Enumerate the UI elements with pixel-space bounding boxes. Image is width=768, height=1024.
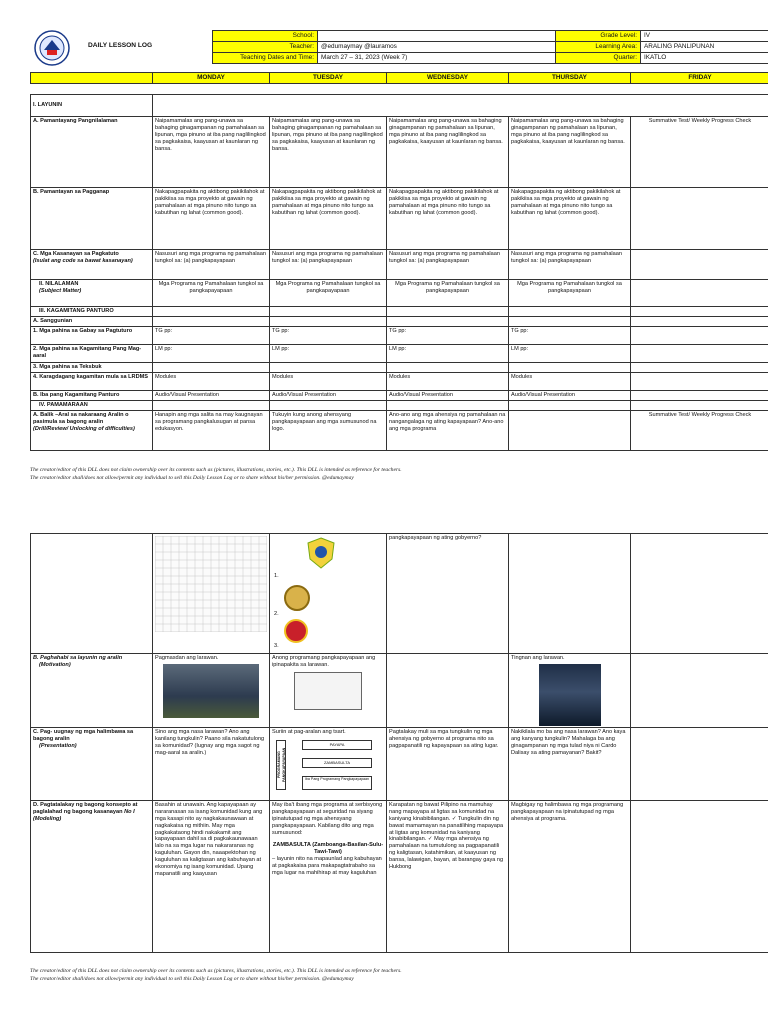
row-label: 3. Mga pahina sa Teksbuk <box>31 363 153 373</box>
cell-thursday <box>509 363 631 373</box>
table-row <box>31 307 768 317</box>
cell-monday: Hanapin ang mga salita na may kaugnayan sa programang pangkalusugan at pansa edukasyon. <box>153 411 270 451</box>
cell-friday <box>631 401 768 411</box>
cell-monday: Basahin at unawain. Ang kapayapaan ay nararanasan sa isang komunidad kung ang mga kasapi nito ay nagkakaunawaan at nagkakaisa ng mithiin. May mga pagkakataong hindi nakakamit ang kapayapaan dahil sa di pagkakaunawaan lalo na sa mga lugar na nakararanas ng kaguluhan. Gayon din, naaapektohan ng kaguluhan sa kaligtasan ang kabuhayan at ekonomiya ng isang komunidad. Upang mapanatili ang kaayusan <box>153 800 270 952</box>
cell-thursday <box>509 401 631 411</box>
row-label-cell <box>31 800 153 952</box>
cell-wednesday <box>387 401 509 411</box>
quarter-label: Quarter: <box>556 53 641 64</box>
day-header-blank <box>31 73 153 84</box>
day-friday: FRIDAY <box>631 73 768 84</box>
cell-thursday: Modules <box>509 373 631 391</box>
header-table <box>212 30 768 64</box>
cell-friday <box>631 250 768 280</box>
row-sublabel: (Subject Matter) <box>39 287 82 294</box>
footer-line-1: The creator/editor of this DLL does not claim ownership over its contents such as (pictures, illustrations, stories, etc.). This DLL is intended as reference for teachers. <box>30 467 402 473</box>
cell-thursday <box>509 654 631 728</box>
row-sublabel: (Drill/Review/ Unlocking of difficulties) <box>33 425 135 432</box>
cell-tuesday <box>270 654 387 728</box>
logo-label-1: 1. <box>274 573 279 579</box>
cell-monday: Nasusuri ang mga programa ng pamahalaan tungkol sa: (a) pangkapayapaan <box>153 250 270 280</box>
cell-wednesday: TG pp: <box>387 327 509 345</box>
table-row <box>31 373 768 391</box>
footer-line-2: The creator/editor shall/does not allow/permit any individual to sell this Daily Lesson Log or to share without his/her permission. @edumaymay <box>30 975 354 982</box>
cell-monday: Sino ang mga nasa larawan? Ano ang kanilang tungkulin? Paano sila nakatutulong sa komunidad? (Iugnay ang mga sagot ng mag-aaral sa aralin.) <box>153 727 270 800</box>
cell-tuesday <box>270 307 387 317</box>
cell-tuesday: Naipamamalas ang pang-unawa sa bahaging ginagampanan ng pamahalaan sa lipunan, mga pinuno at iba pang naglilingkod sa pagkakaisa, kaayusan at kaunlaran ng bansa. <box>270 117 387 188</box>
learning-area-value[interactable]: ARALING PANLIPUNAN <box>641 42 768 53</box>
footer-line-1: The creator/editor of this DLL does not claim ownership over its contents such as (pictures, illustrations, stories, etc.). This DLL is intended as reference for teachers. <box>30 968 402 974</box>
cardo-dalisay-photo <box>539 664 601 726</box>
cell-tuesday: Nakapagpapakita ng aktibong pakikilahok at pakikiisa sa mga proyekto at gawain ng pamahalaan at mga pinuno nito tungo sa kabutihan ng lahat (common good). <box>270 188 387 250</box>
cell-thursday <box>509 534 631 654</box>
cell-tuesday <box>270 800 387 952</box>
cell-friday <box>631 307 768 317</box>
footer-page1 <box>30 467 768 482</box>
cell-friday <box>631 345 768 363</box>
row-label-cell <box>31 411 153 451</box>
row-label: II. NILALAMAN <box>39 281 79 287</box>
lesson-table-page2 <box>30 533 768 953</box>
dll-title: DAILY LESSON LOG <box>88 42 153 49</box>
cell-friday <box>631 317 768 327</box>
learning-area-label: Learning Area: <box>556 42 641 53</box>
cell-thursday: Nakapagpapakita ng aktibong pakikilahok at pakikiisa sa mga proyekto at gawain ng pamahalaan at mga pinuno nito tungo sa kabutihan ng lahat (common good). <box>509 188 631 250</box>
cell-wednesday: Nakapagpapakita ng aktibong pakikilahok at pakikiisa sa mga proyekto at gawain ng pamahalaan at mga pinuno nito tungo sa kabutihan ng lahat (common good). <box>387 188 509 250</box>
row-label-cell <box>31 250 153 280</box>
police-photo <box>163 664 259 718</box>
table-row <box>31 250 768 280</box>
table-row <box>31 280 768 307</box>
cell-monday: Modules <box>153 373 270 391</box>
quarter-value[interactable]: IKATLO <box>641 53 768 64</box>
cell-monday: Naipamamalas ang pang-unawa sa bahaging ginagampanan ng pamahalaan sa lipunan, mga pinuno at iba pang naglilingkod sa pagkakaisa, kaayusan at kaunlaran ng bansa. <box>153 117 270 188</box>
word-search-puzzle <box>155 536 267 632</box>
cell-friday <box>631 534 768 654</box>
cell-tuesday <box>270 401 387 411</box>
chart-side-label: PROGRAMANG PANGKAPAYAPAAN <box>276 740 286 790</box>
day-header-row <box>30 72 768 84</box>
day-tuesday: TUESDAY <box>270 73 387 84</box>
row-sublabel: (Presentation) <box>39 742 77 749</box>
teaching-dates-label: Teaching Dates and Time: <box>213 53 318 64</box>
row-label: A. Balik –Aral sa nakaraang Aralin o pasimula sa bagong aralin <box>33 412 129 425</box>
chart-box-payapa: PAYAPA <box>302 740 372 750</box>
cell-wednesday: Audio/Visual Presentation <box>387 391 509 401</box>
cell-monday: LM pp: <box>153 345 270 363</box>
row-sublabel: (Motivation) <box>39 661 71 668</box>
cell-monday <box>153 317 270 327</box>
table-row <box>31 411 768 451</box>
row-label: B. Pamantayan sa Pagganap <box>31 188 153 250</box>
cell-friday <box>631 391 768 401</box>
row-label: A. Pamantayang Pangnilalaman <box>31 117 153 188</box>
footer-page2 <box>30 968 768 983</box>
cell-tuesday <box>270 534 387 654</box>
table-row <box>31 363 768 373</box>
cell-text: Suriin at pag-aralan ang tsart. <box>272 728 346 735</box>
table-row <box>31 345 768 363</box>
cell-tuesday: Audio/Visual Presentation <box>270 391 387 401</box>
cell-wednesday: Pagtalakay muli sa mga tungkulin ng mga ahensiya ng gobyerno at programa nito sa pagpapanatili ng kapayapaan sa ating lugar. <box>387 727 509 800</box>
table-row <box>31 327 768 345</box>
row-label: B. Paghahabi sa layunin ng aralin <box>33 655 123 661</box>
row-sublabel: (Isulat ang code sa bawat kasanayan) <box>33 257 133 264</box>
cell-tuesday: LM pp: <box>270 345 387 363</box>
cell-thursday: Naipamamalas ang pang-unawa sa bahaging ginagampanan ng pamahalaan sa lipunan, mga pinuno at iba pang naglilingkod sa pagkakaisa, kaayusan at kaunlaran ng bansa. <box>509 117 631 188</box>
teaching-dates-value[interactable]: March 27 – 31, 2023 (Week 7) <box>318 53 556 64</box>
cell-tuesday: Modules <box>270 373 387 391</box>
cell-friday <box>631 363 768 373</box>
row-label: 4. Karagdagang kagamitan mula sa LRDMS <box>31 373 153 391</box>
cell-thursday: Magbigay ng halimbawa ng mga programang pangkapayapaan na ipinatutupad ng mga ahensiya at programa. <box>509 800 631 952</box>
day-wednesday: WEDNESDAY <box>387 73 509 84</box>
school-value[interactable] <box>318 31 556 42</box>
logo-label-2: 2. <box>274 611 279 617</box>
teacher-value[interactable]: @edumaymay @lauramos <box>318 42 556 53</box>
footer-line-2: The creator/editor shall/does not allow/permit any individual to sell this Daily Lesson Log or to share without his/her permission. @edumaymay <box>30 474 354 481</box>
cell-tuesday: Tukuyin kung anong ahensyang pangkapayapaan ang mga sumusunod na logo. <box>270 411 387 451</box>
cell-friday: Summative Test/ Weekly Progress Check <box>631 117 768 188</box>
cell-thursday <box>509 307 631 317</box>
row-label: D. Pagtatalakay ng bagong konsepto at paglalahad ng bagong kasanayan <box>33 801 138 815</box>
cell-friday <box>631 280 768 307</box>
deped-seal-icon <box>34 30 70 66</box>
cell-friday: Summative Test/ Weekly Progress Check <box>631 411 768 451</box>
grade-level-label: Grade Level: <box>556 31 641 42</box>
cell-text: Pagmasdan ang larawan. <box>155 655 219 661</box>
cell-friday <box>631 327 768 345</box>
chart-box-zambasulta: ZAMBASULTA <box>302 758 372 768</box>
cell-thursday: Mga Programa ng Pamahalaan tungkol sa pangkapayapaan <box>509 280 631 307</box>
day-thursday: THURSDAY <box>509 73 631 84</box>
cell-thursday <box>509 317 631 327</box>
logo-label-3: 3. <box>274 643 279 649</box>
cell-text: Tingnan ang larawan. <box>511 655 565 661</box>
logo-list <box>272 535 384 651</box>
pnp-seal-icon <box>284 585 310 611</box>
cell-text: Anong programang pangkapayapaan ang ipinapakita sa larawan. <box>272 655 376 668</box>
row-label: IV. PAMAMARAAN <box>31 401 153 411</box>
cell-tuesday <box>270 317 387 327</box>
school-label: School: <box>213 31 318 42</box>
table-row <box>31 800 768 952</box>
row-label: B. Iba pang Kagamitang Panturo <box>31 391 153 401</box>
cell-tuesday <box>270 727 387 800</box>
table-row <box>31 654 768 728</box>
row-label: C. Pag- uugnay ng mga halimbawa sa bagong aralin <box>33 728 134 742</box>
cell-thursday: LM pp: <box>509 345 631 363</box>
cell-friday <box>631 373 768 391</box>
day-monday: MONDAY <box>153 73 270 84</box>
cell-wednesday: Mga Programa ng Pamahalaan tungkol sa pangkapayapaan <box>387 280 509 307</box>
row-label: III. KAGAMITANG PANTURO <box>31 307 153 317</box>
cell-wednesday: Naipamamalas ang pang-unawa sa bahaging ginagampanan ng pamahalaan sa lipunan, mga pinuno at iba pang naglilingkod sa pagkakaisa, kaayusan at kaunlaran ng bansa. <box>387 117 509 188</box>
cell-monday: Audio/Visual Presentation <box>153 391 270 401</box>
cell-text: May iba't ibang mga programa at serbisyong pangkapayapaan at seguridad na siyang ipinatutupad ng mga ahensyang pangkapayapaan. Kabilang dito ang mga sumusunod: <box>272 801 383 836</box>
cell-wednesday: Nasusuri ang mga programa ng pamahalaan tungkol sa: (a) pangkapayapaan <box>387 250 509 280</box>
cell-wednesday: Karapatan ng bawat Pilipino na mamuhay nang mapayapa at ligtas sa komunidad na kaniyang kinabibilangan. ✓ Tungkulin din ng bawat mamamayan na panatilihing mapayapa at ligtas ang komunidad na kaniyang kinabibilangan. ✓ May mga ahensiya ng pamahalaan na tumutulong sa pagpapanatili ng kaligtasan, katahimikan, at kaayusan ng bansa, lalawigan, bayan, at barangay gaya ng Hukbong <box>387 800 509 952</box>
afp-seal-icon <box>284 619 308 643</box>
cell-wednesday: pangkapayapaan ng ating gobyerno? <box>387 534 509 654</box>
cell-friday <box>631 800 768 952</box>
table-row <box>31 188 768 250</box>
table-row <box>31 317 768 327</box>
cell-text: – layunin nito na mapaunlad ang kabuhayan at pagkakaisa para makapagtatrabaho sa mga lugar na mahihirap at may kaguluhan <box>272 856 382 877</box>
row-label: A. Sanggunian <box>31 317 153 327</box>
cell-wednesday <box>387 363 509 373</box>
cell-tuesday <box>270 363 387 373</box>
cell-tuesday: Mga Programa ng Pamahalaan tungkol sa pangkapayapaan <box>270 280 387 307</box>
cell-monday <box>153 363 270 373</box>
grade-level-value[interactable]: IV <box>641 31 768 42</box>
cell-monday: Mga Programa ng Pamahalaan tungkol sa pangkapayapaan <box>153 280 270 307</box>
row-label-cell <box>31 654 153 728</box>
cell-monday <box>153 654 270 728</box>
cell-wednesday: LM pp: <box>387 345 509 363</box>
cell-monday <box>153 534 270 654</box>
row-label: C. Mga Kasanayan sa Pagkatuto <box>33 251 119 257</box>
program-chart <box>272 738 384 792</box>
cell-wednesday <box>387 654 509 728</box>
zambasulta-heading: ZAMBASULTA (Zamboanga-Basilan-Sulu-Tawi-Tawi) <box>272 842 384 856</box>
row-label-cell <box>31 727 153 800</box>
cell-thursday: Audio/Visual Presentation <box>509 391 631 401</box>
cell-wednesday: Ano-ano ang mga ahensiya ng pamahalaan na nangangalaga ng ating kapayapaan? Ano-ano ang mga programa <box>387 411 509 451</box>
cell-friday <box>631 654 768 728</box>
table-row <box>31 401 768 411</box>
row-label: 1. Mga pahina sa Gabay sa Pagtuturo <box>31 327 153 345</box>
cell-thursday: Nakikilala mo ba ang nasa larawan? Ano kaya ang kanyang tungkulin? Mahalaga ba ang ginagampanan ng mga tulad niya ni Cardo Dalisay sa ating pamayanan? Bakit? <box>509 727 631 800</box>
cell-friday <box>631 727 768 800</box>
table-row <box>31 727 768 800</box>
cell-wednesday <box>387 317 509 327</box>
cell-monday <box>153 307 270 317</box>
cell-tuesday: TG pp: <box>270 327 387 345</box>
row-label: 2. Mga pahina sa Kagamitang Pang Mag-aaral <box>31 345 153 363</box>
layunin-blank <box>153 95 768 117</box>
cell-wednesday <box>387 307 509 317</box>
cell-monday: TG pp: <box>153 327 270 345</box>
chart-box-iba-pa: Iba Pang Programang Pangkapayapaan <box>302 776 372 790</box>
cell-friday <box>631 188 768 250</box>
table-row <box>31 534 768 654</box>
cell-monday <box>153 401 270 411</box>
cell-thursday <box>509 411 631 451</box>
cell-monday: Nakapagpapakita ng aktibong pakikilahok at pakikiisa sa mga proyekto at gawain ng pamahalaan at mga pinuno nito tungo sa kabutihan ng lahat (common good). <box>153 188 270 250</box>
row-sublabel: No I (Modeling) <box>33 808 135 822</box>
layunin-heading: I. LAYUNIN <box>31 95 153 117</box>
table-row <box>31 391 768 401</box>
cell-tuesday: Nasusuri ang mga programa ng pamahalaan tungkol sa: (a) pangkapayapaan <box>270 250 387 280</box>
lesson-table-page1 <box>30 94 768 451</box>
cell-wednesday: Modules <box>387 373 509 391</box>
row-label-cell <box>31 280 153 307</box>
table-row <box>31 117 768 188</box>
peace-map-image <box>294 672 362 710</box>
cell-thursday: TG pp: <box>509 327 631 345</box>
row-label <box>31 534 153 654</box>
dilg-logo-icon <box>306 537 336 569</box>
teacher-label: Teacher: <box>213 42 318 53</box>
cell-thursday: Nasusuri ang mga programa ng pamahalaan tungkol sa: (a) pangkapayapaan <box>509 250 631 280</box>
